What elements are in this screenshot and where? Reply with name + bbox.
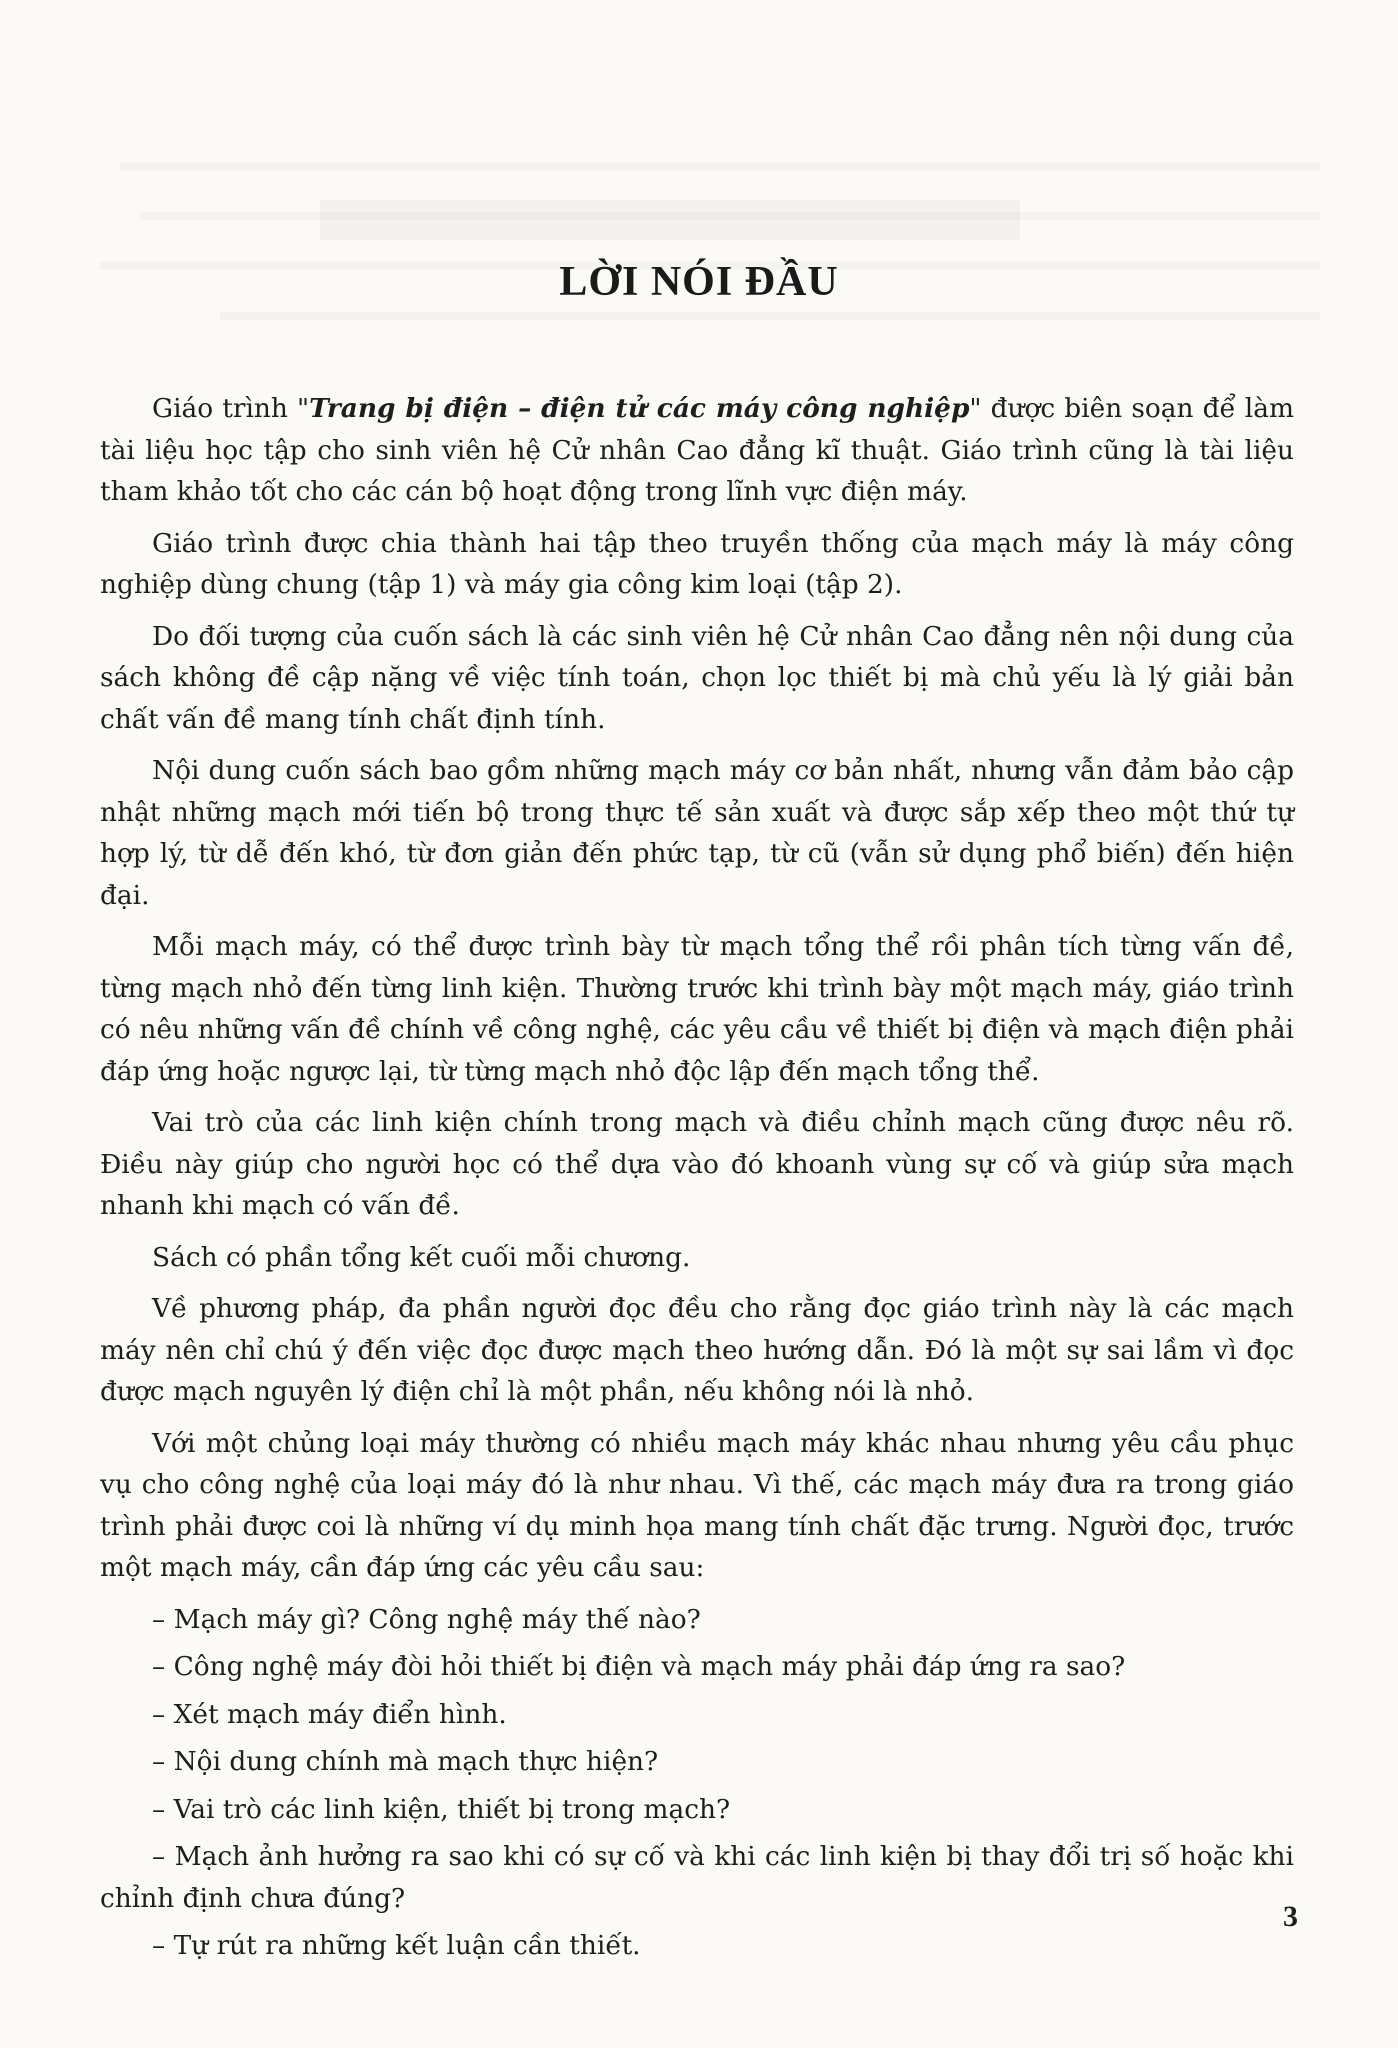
paragraph: Với một chủng loại máy thường có nhiều mạch máy khác nhau nhưng yêu cầu phục vụ cho công nghệ của loại máy đó là như nhau. Vì thế, các mạch máy đưa ra trong giáo trình phải được coi là những ví dụ minh họa mang tính chất đặc trưng. Người đọc, trước một mạch máy, cần đáp ứng các yêu cầu sau:: [100, 1427, 1294, 1583]
paragraph-text: Giáo trình ": [152, 393, 310, 424]
book-title: Trang bị điện – điện tử các máy công nghiệp: [309, 393, 970, 424]
paragraph: Về phương pháp, đa phần người đọc đều cho rằng đọc giáo trình này là các mạch máy nên chỉ chú ý đến việc đọc được mạch theo hướng dẫn. Đó là một sự sai lầm vì đọc được mạch nguyên lý điện chỉ là một phần, nếu không nói là nhỏ.: [100, 1293, 1294, 1407]
paragraph: Do đối tượng của cuốn sách là các sinh viên hệ Cử nhân Cao đẳng nên nội dung của sách không đề cập nặng về việc tính toán, chọn lọc thiết bị mà chủ yếu là lý giải bản chất vấn đề mang tính chất định tính.: [100, 620, 1294, 735]
list-item: – Công nghệ máy đòi hỏi thiết bị điện và mạch máy phải đáp ứng ra sao?: [152, 1651, 1126, 1682]
paragraph: Sách có phần tổng kết cuối mỗi chương.: [152, 1241, 691, 1273]
list-item: – Mạch ảnh hưởng ra sao khi có sự cố và khi các linh kiện bị thay đổi trị số hoặc khi chỉnh định chưa đúng?: [100, 1841, 1294, 1914]
paragraph: Nội dung cuốn sách bao gồm những mạch máy cơ bản nhất, nhưng vẫn đảm bảo cập nhật những mạch mới tiến bộ trong thực tế sản xuất và được sắp xếp theo một thứ tự hợp lý, từ dễ đến khó, từ đơn giản đến phức tạp, từ cũ (vẫn sử dụng phổ biến) đến hiện đại.: [100, 755, 1294, 911]
paragraph: Giáo trình được chia thành hai tập theo truyền thống của mạch máy là máy công nghiệp dùng chung (tập 1) và máy gia công kim loại (tập 2).: [100, 527, 1294, 600]
body-text: [100, 388, 1294, 1973]
paragraph: Mỗi mạch máy, có thể được trình bày từ mạch tổng thể rồi phân tích từng vấn đề, từng mạch nhỏ đến từng linh kiện. Thường trước khi trình bày một mạch máy, giáo trình có nêu những vấn đề chính về công nghệ, các yêu cầu về thiết bị điện và mạch điện phải đáp ứng hoặc ngược lại, từ từng mạch nhỏ độc lập đến mạch tổng thể.: [100, 931, 1294, 1087]
paragraph: Vai trò của các linh kiện chính trong mạch và điều chỉnh mạch cũng được nêu rõ. Điều này giúp cho người học có thể dựa vào đó khoanh vùng sự cố và giúp sửa mạch nhanh khi mạch có vấn đề.: [100, 1107, 1294, 1221]
list-item: – Xét mạch máy điển hình.: [152, 1698, 507, 1730]
page-number: 3: [1283, 1900, 1298, 1933]
bleed-through-lines: [80, 150, 1320, 357]
list-item: – Vai trò các linh kiện, thiết bị trong mạch?: [152, 1793, 731, 1825]
page-title: LỜI NÓI ĐẦU: [559, 259, 839, 305]
paragraph-text: " được biên soạn để làm tài liệu học tập cho sinh viên hệ Cử nhân Cao đẳng kĩ thuật. Giáo trình cũng là tài liệu tham khảo tốt cho các cán bộ hoạt động trong lĩnh vực điện máy.: [100, 393, 1294, 507]
list-item: – Mạch máy gì? Công nghệ máy thế nào?: [152, 1603, 701, 1635]
list-item: – Nội dung chính mà mạch thực hiện?: [152, 1746, 659, 1777]
paragraph: [100, 388, 1294, 513]
list-item: – Tự rút ra những kết luận cần thiết.: [152, 1930, 641, 1961]
bleed-through-lines-shape: [80, 150, 1320, 350]
